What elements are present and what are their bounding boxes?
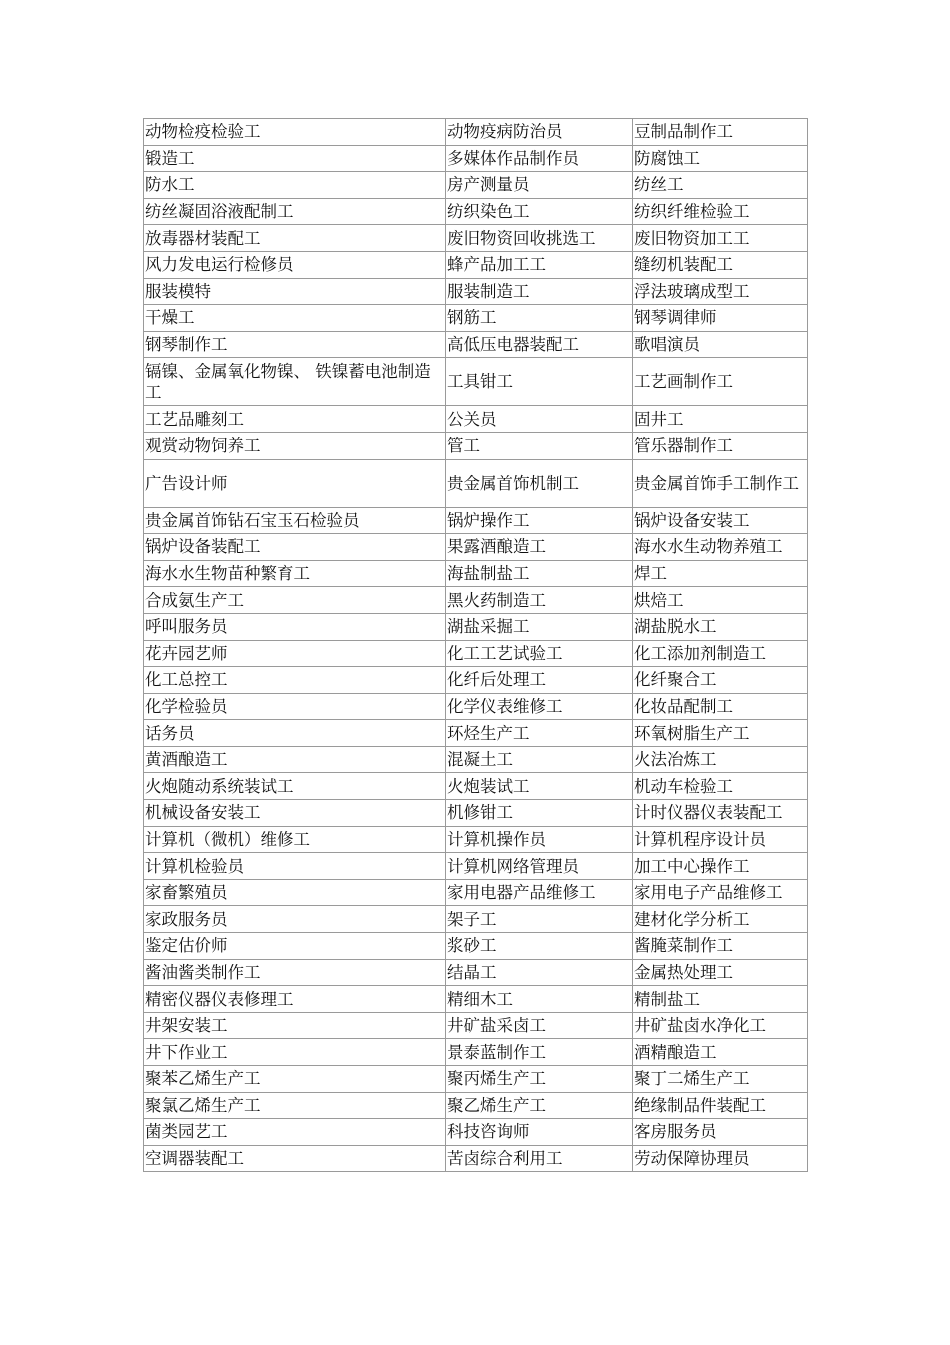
table-cell: 酒精酿造工 [633,1039,808,1066]
table-cell: 贵金属首饰手工制作工 [633,459,808,507]
table-row [144,826,808,853]
table-cell: 化工总控工 [144,667,446,694]
table-cell: 工艺画制作工 [633,358,808,406]
table-cell: 贵金属首饰钻石宝玉石检验员 [144,507,446,534]
table-cell: 精密仪器仪表修理工 [144,986,446,1013]
table-row [144,172,808,199]
table-cell: 焊工 [633,560,808,587]
table-cell: 井矿盐采卤工 [446,1012,633,1039]
table-cell: 计算机操作员 [446,826,633,853]
table-cell: 钢筋工 [446,305,633,332]
table-row [144,358,808,406]
table-cell: 废旧物资加工工 [633,225,808,252]
table-cell: 海水水生物苗种繁育工 [144,560,446,587]
table-row [144,1119,808,1146]
table-row [144,432,808,459]
table-cell: 纺织纤维检验工 [633,198,808,225]
table-row [144,906,808,933]
table-row [144,305,808,332]
table-row [144,507,808,534]
table-row [144,720,808,747]
table-cell: 结晶工 [446,959,633,986]
table-row [144,746,808,773]
table-cell: 海水水生动物养殖工 [633,534,808,561]
table-cell: 聚氯乙烯生产工 [144,1092,446,1119]
table-cell: 湖盐脱水工 [633,613,808,640]
table-cell: 酱腌菜制作工 [633,933,808,960]
table-cell: 空调器装配工 [144,1145,446,1172]
table-cell: 湖盐采掘工 [446,613,633,640]
table-row [144,1012,808,1039]
table-row [144,773,808,800]
table-cell: 工艺品雕刻工 [144,406,446,433]
table-cell: 花卉园艺师 [144,640,446,667]
table-cell: 环烃生产工 [446,720,633,747]
table-row [144,1066,808,1093]
table-row [144,853,808,880]
table-cell: 海盐制盐工 [446,560,633,587]
table-row [144,613,808,640]
table-cell: 聚丙烯生产工 [446,1066,633,1093]
table-cell: 客房服务员 [633,1119,808,1146]
table-cell: 火法冶炼工 [633,746,808,773]
table-row [144,225,808,252]
table-cell: 混凝土工 [446,746,633,773]
table-cell: 锅炉设备安装工 [633,507,808,534]
table-cell: 纺丝凝固浴液配制工 [144,198,446,225]
table-cell: 纺丝工 [633,172,808,199]
table-cell: 金属热处理工 [633,959,808,986]
table-cell: 豆制品制作工 [633,119,808,146]
table-cell: 观赏动物饲养工 [144,432,446,459]
table-cell: 房产测量员 [446,172,633,199]
table-cell: 火炮装试工 [446,773,633,800]
table-cell: 化工工艺试验工 [446,640,633,667]
table-cell: 服装模特 [144,278,446,305]
table-cell: 聚丁二烯生产工 [633,1066,808,1093]
table-cell: 计算机检验员 [144,853,446,880]
table-cell: 动物疫病防治员 [446,119,633,146]
table-row [144,879,808,906]
table-cell: 计时仪器仪表装配工 [633,800,808,827]
table-row [144,251,808,278]
table-cell: 菌类园艺工 [144,1119,446,1146]
table-cell: 建材化学分析工 [633,906,808,933]
table-row [144,459,808,507]
table-cell: 钢琴调律师 [633,305,808,332]
table-cell: 化学检验员 [144,693,446,720]
table-cell: 管乐器制作工 [633,432,808,459]
table-row [144,587,808,614]
table-cell: 化纤后处理工 [446,667,633,694]
table-row [144,198,808,225]
table-row [144,1039,808,1066]
table-row [144,667,808,694]
table-cell: 架子工 [446,906,633,933]
table-row [144,534,808,561]
table-row [144,1145,808,1172]
table-cell: 多媒体作品制作员 [446,145,633,172]
table-cell: 苦卤综合利用工 [446,1145,633,1172]
table-cell: 防水工 [144,172,446,199]
table-cell: 劳动保障协理员 [633,1145,808,1172]
table-cell: 鉴定估价师 [144,933,446,960]
table-cell: 景泰蓝制作工 [446,1039,633,1066]
table-cell: 广告设计师 [144,459,446,507]
table-cell: 浮法玻璃成型工 [633,278,808,305]
table-cell: 贵金属首饰机制工 [446,459,633,507]
table-cell: 酱油酱类制作工 [144,959,446,986]
table-cell: 计算机网络管理员 [446,853,633,880]
table-cell: 机修钳工 [446,800,633,827]
table-row [144,640,808,667]
table-cell: 黑火药制造工 [446,587,633,614]
table-cell: 加工中心操作工 [633,853,808,880]
table-cell: 蜂产品加工工 [446,251,633,278]
table-cell: 科技咨询师 [446,1119,633,1146]
table-cell: 机械设备安装工 [144,800,446,827]
table-cell: 井架安装工 [144,1012,446,1039]
table-cell: 浆砂工 [446,933,633,960]
table-cell: 家用电器产品维修工 [446,879,633,906]
table-cell: 干燥工 [144,305,446,332]
table-cell: 锻造工 [144,145,446,172]
table-row [144,933,808,960]
table-cell: 家政服务员 [144,906,446,933]
table-cell: 精制盐工 [633,986,808,1013]
table-cell: 家用电子产品维修工 [633,879,808,906]
table-cell: 计算机（微机）维修工 [144,826,446,853]
table-row [144,145,808,172]
table-cell: 镉镍、金属氧化物镍、 铁镍蓄电池制造工 [144,358,446,406]
table-cell: 烘焙工 [633,587,808,614]
table-cell: 放毒器材装配工 [144,225,446,252]
table-cell: 服装制造工 [446,278,633,305]
table-cell: 纺织染色工 [446,198,633,225]
table-cell: 固井工 [633,406,808,433]
table-row [144,959,808,986]
table-row [144,1092,808,1119]
table-cell: 黄酒酿造工 [144,746,446,773]
table-cell: 风力发电运行检修员 [144,251,446,278]
table-cell: 井矿盐卤水净化工 [633,1012,808,1039]
table-cell: 计算机程序设计员 [633,826,808,853]
table-cell: 歌唱演员 [633,331,808,358]
table-row [144,406,808,433]
table-row [144,331,808,358]
table-cell: 精细木工 [446,986,633,1013]
table-cell: 化工添加剂制造工 [633,640,808,667]
table-cell: 环氧树脂生产工 [633,720,808,747]
table-row [144,986,808,1013]
table-cell: 井下作业工 [144,1039,446,1066]
table-cell: 聚乙烯生产工 [446,1092,633,1119]
table-cell: 锅炉设备装配工 [144,534,446,561]
table-cell: 话务员 [144,720,446,747]
table-row [144,560,808,587]
table-cell: 缝纫机装配工 [633,251,808,278]
occupation-table-body [144,119,808,1172]
table-cell: 果露酒酿造工 [446,534,633,561]
table-cell: 呼叫服务员 [144,613,446,640]
table-cell: 高低压电器装配工 [446,331,633,358]
table-cell: 工具钳工 [446,358,633,406]
table-cell: 防腐蚀工 [633,145,808,172]
table-cell: 聚苯乙烯生产工 [144,1066,446,1093]
table-cell: 钢琴制作工 [144,331,446,358]
table-cell: 动物检疫检验工 [144,119,446,146]
table-cell: 化妆品配制工 [633,693,808,720]
table-cell: 化学仪表维修工 [446,693,633,720]
table-cell: 化纤聚合工 [633,667,808,694]
occupation-table [143,118,808,1172]
table-cell: 绝缘制品件装配工 [633,1092,808,1119]
table-cell: 火炮随动系统装试工 [144,773,446,800]
table-cell: 公关员 [446,406,633,433]
table-cell: 管工 [446,432,633,459]
table-cell: 家畜繁殖员 [144,879,446,906]
table-row [144,800,808,827]
table-cell: 锅炉操作工 [446,507,633,534]
table-row [144,693,808,720]
table-row [144,278,808,305]
table-cell: 废旧物资回收挑选工 [446,225,633,252]
table-cell: 合成氨生产工 [144,587,446,614]
table-row [144,119,808,146]
table-cell: 机动车检验工 [633,773,808,800]
